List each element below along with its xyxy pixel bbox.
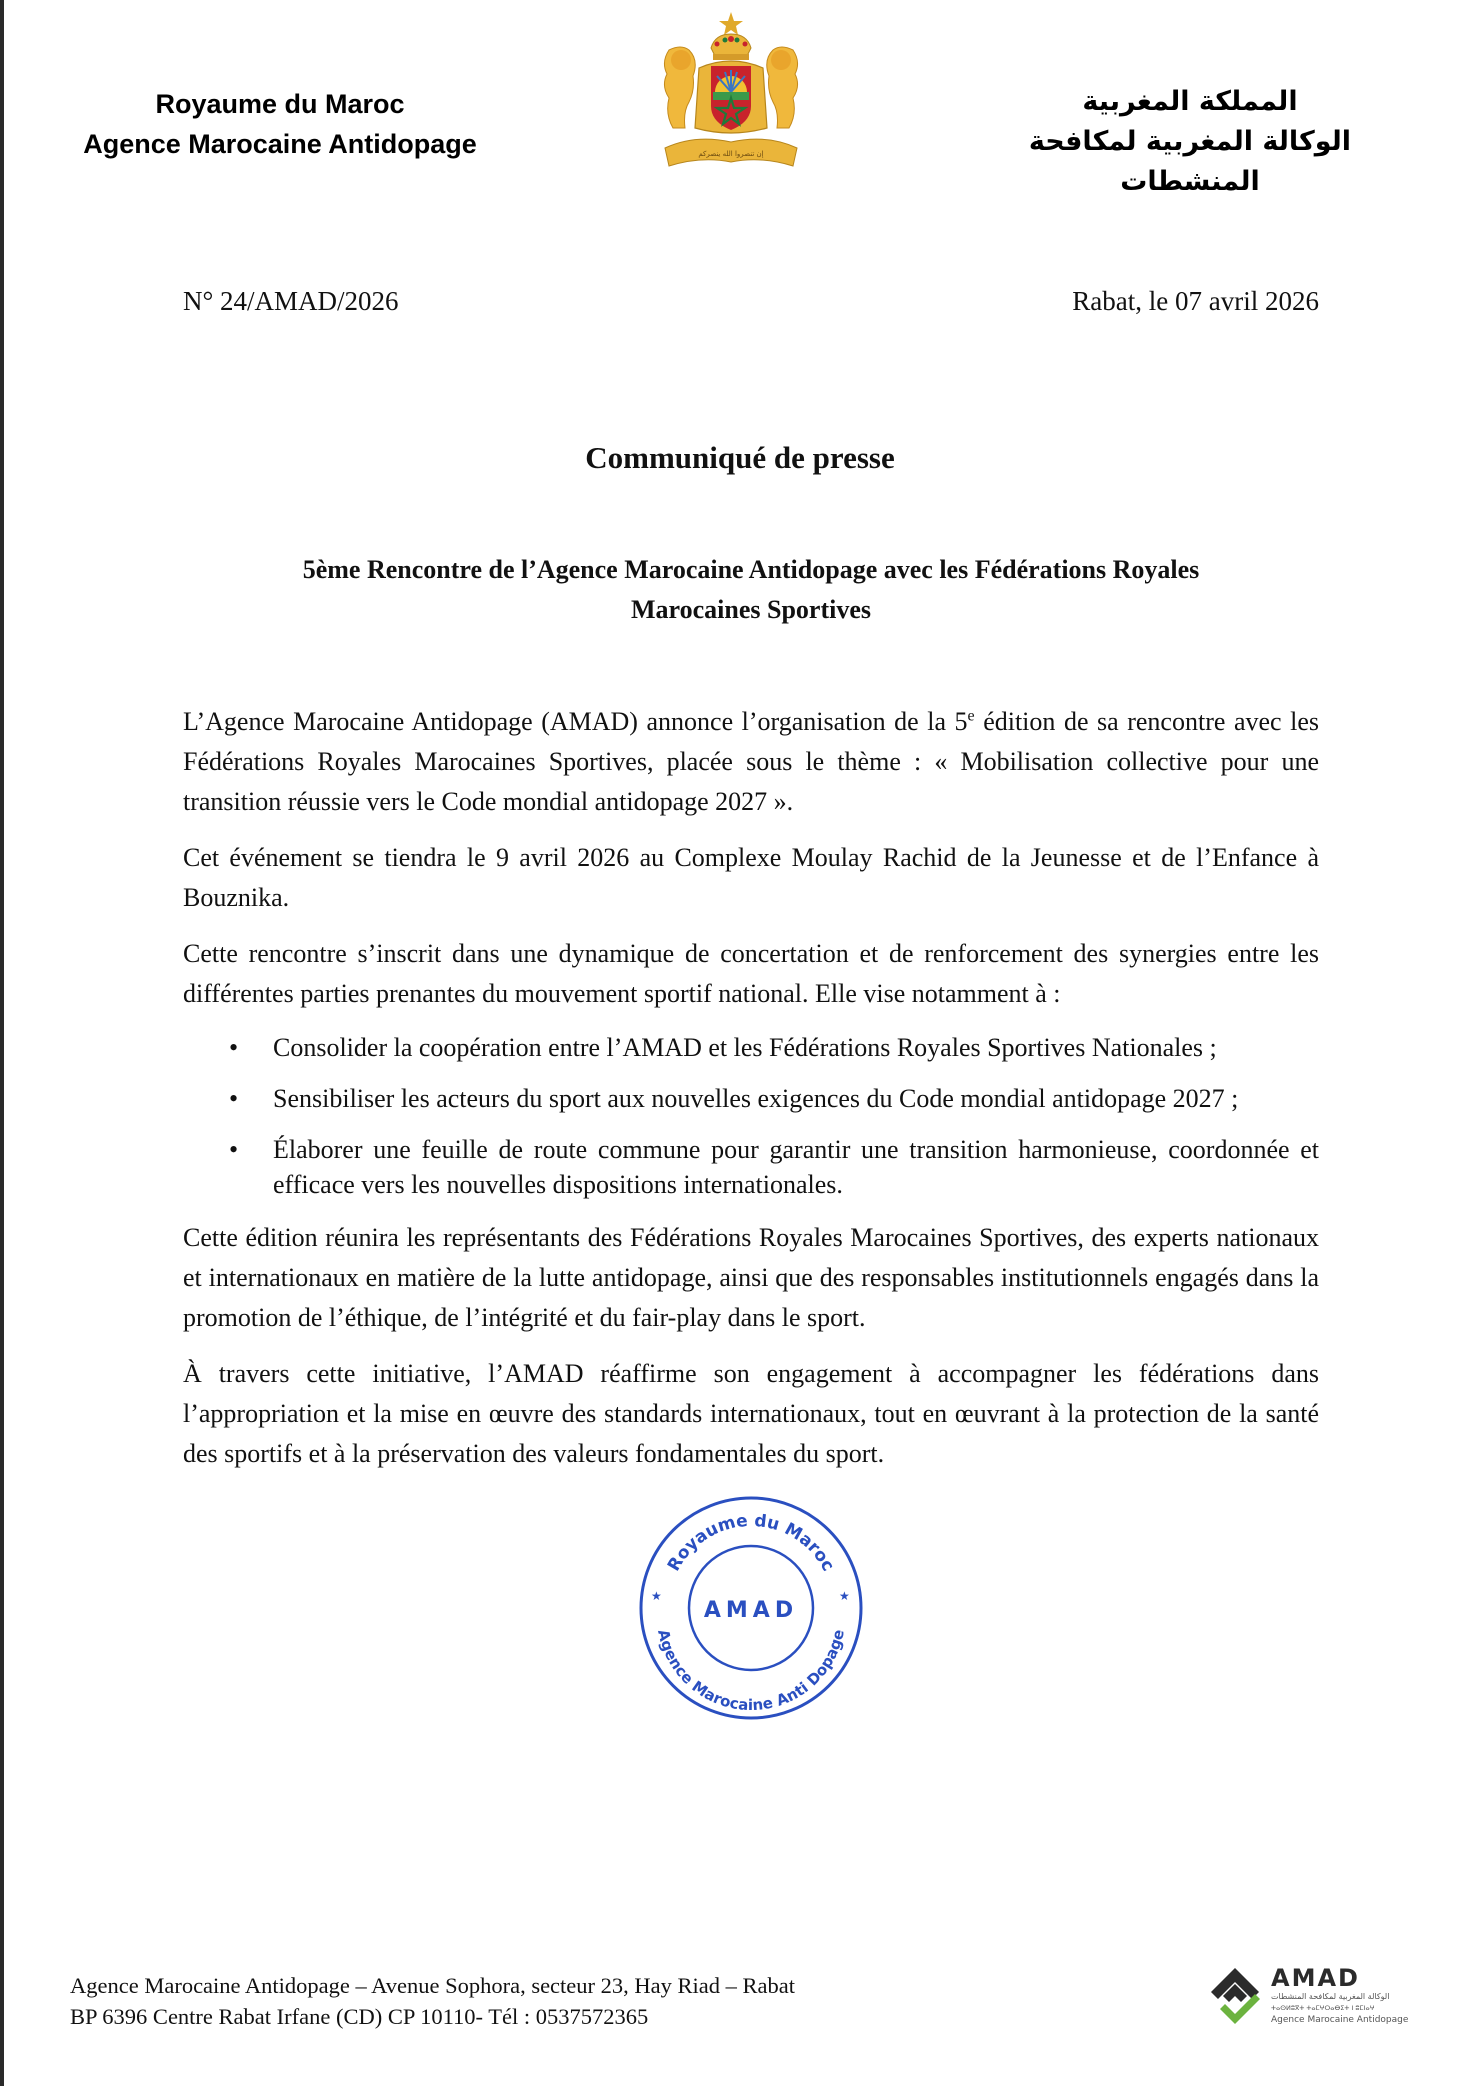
paragraph-intro-part-a: L’Agence Marocaine Antidopage (AMAD) annonce l’organisation de la 5 (183, 707, 968, 736)
footer-address (70, 1970, 795, 2032)
kingdom-name-ar: المملكة المغربية (1082, 86, 1298, 117)
paragraph-objectives-intro-text: Cette rencontre s’inscrit dans une dynamique de concertation et de renforcement des synergies entre les différentes parties prenantes du mouvement sportif national. Elle vise notamment à : (183, 939, 1319, 1008)
ordinal-superscript: e (967, 707, 975, 725)
paragraph-objectives-intro (183, 934, 1319, 1014)
list-item-text: Consolider la coopération entre l’AMAD et les Fédérations Royales Sportives Nationales ; (273, 1033, 1217, 1062)
footer-address-line-1: Agence Marocaine Antidopage – Avenue Sophora, secteur 23, Hay Riad – Rabat (70, 1973, 795, 1998)
bullet-icon: • (229, 1084, 239, 1113)
agency-name-ar: الوكالة المغربية لمكافحة المنشطات (1028, 126, 1352, 197)
list-item (183, 1081, 1319, 1116)
paragraph-participants-text: Cette édition réunira les représentants des Fédérations Royales Marocaines Sportives, des experts nationaux et internationaux en matière de la lutte antidopage, ainsi que des responsables institutionnels engagés dans la promotion de l’éthique, de l’intégrité et du fair-play dans le sport. (183, 1223, 1319, 1332)
header-left (60, 84, 500, 164)
amad-logo-french: Agence Marocaine Antidopage (1271, 2015, 1409, 2024)
paragraph-commitment-text: À travers cette initiative, l’AMAD réaffirme son engagement à accompagner les fédérations dans l’appropriation et la mise en œuvre des standards internationaux, tout en œuvrant à la protection de la santé des sportifs et à la préservation des valeurs fondamentales du sport. (183, 1359, 1319, 1468)
star-icon: ★ (839, 1589, 850, 1603)
subtitle-line-2: Marocaines Sportives (631, 595, 871, 624)
footer-address-line-2: BP 6396 Centre Rabat Irfane (CD) CP 10110- Tél : 0537572365 (70, 2004, 649, 2029)
official-stamp (637, 1494, 865, 1722)
document-title: Communiqué de presse (585, 440, 895, 475)
amad-logo (1205, 1962, 1415, 2024)
paragraph-commitment (183, 1354, 1319, 1474)
star-icon: ★ (651, 1589, 662, 1603)
amad-logo-name: AMAD (1271, 1964, 1360, 1992)
amad-logo-tifinagh: ⵜⴰⵙⵍⵓⴳⵜ ⵜⴰⵎⵖⵔⴰⴱⵉⵜ ⵏ ⵓⵎⵏⴰⵖ (1271, 2004, 1375, 2012)
document-date: Rabat, le 07 avril 2026 (1072, 286, 1319, 316)
kingdom-name-fr: Royaume du Maroc (155, 89, 405, 119)
amad-logo-mark-icon (1211, 1968, 1260, 2024)
document-subtitle (183, 550, 1319, 630)
list-item-text: Élaborer une feuille de route commune pour garantir une transition harmonieuse, coordonnée et efficace vers les nouvelles dispositions internationales. (273, 1135, 1319, 1199)
amad-logo-arabic: الوكالة المغربية لمكافحة المنشطات (1271, 1992, 1390, 2001)
paragraph-event-details-text: Cet événement se tiendra le 9 avril 2026 au Complexe Moulay Rachid de la Jeunesse et de l’Enfance à Bouznika. (183, 843, 1319, 912)
list-item-text: Sensibiliser les acteurs du sport aux nouvelles exigences du Code mondial antidopage 2027 ; (273, 1084, 1239, 1113)
page-left-border (0, 0, 4, 2086)
stamp-container (183, 1494, 1319, 1722)
bullet-icon: • (229, 1135, 239, 1164)
bullet-icon: • (229, 1033, 239, 1062)
stamp-center-text: AMAD (703, 1598, 799, 1623)
header-right (960, 82, 1420, 202)
paragraph-intro (183, 702, 1319, 822)
reference-number: N° 24/AMAD/2026 (183, 286, 399, 316)
paragraph-event-details (183, 838, 1319, 918)
subtitle-line-1: 5ème Rencontre de l’Agence Marocaine Antidopage avec les Fédérations Royales (302, 555, 1200, 584)
list-item (183, 1030, 1319, 1065)
agency-name-fr: Agence Marocaine Antidopage (83, 129, 477, 159)
stamp-top-text: Royaume du Maroc (663, 1510, 839, 1575)
objectives-list (183, 1030, 1319, 1202)
document-body (183, 702, 1319, 1722)
paragraph-intro-part-b: édition de sa rencontre avec les Fédérations Royales Marocaines Sportives, placée sous le thème : « Mobilisation collective pour une transition réussie vers le Code mondial antidopage 2027 ». (183, 707, 1319, 816)
list-item (183, 1132, 1319, 1202)
stamp-bottom-text: Agence Marocaine Anti Dopage (654, 1627, 848, 1715)
paragraph-participants (183, 1218, 1319, 1338)
royal-coat-of-arms-icon (655, 10, 807, 170)
emblem-motto: إن تنصروا الله ينصركم (698, 150, 764, 158)
